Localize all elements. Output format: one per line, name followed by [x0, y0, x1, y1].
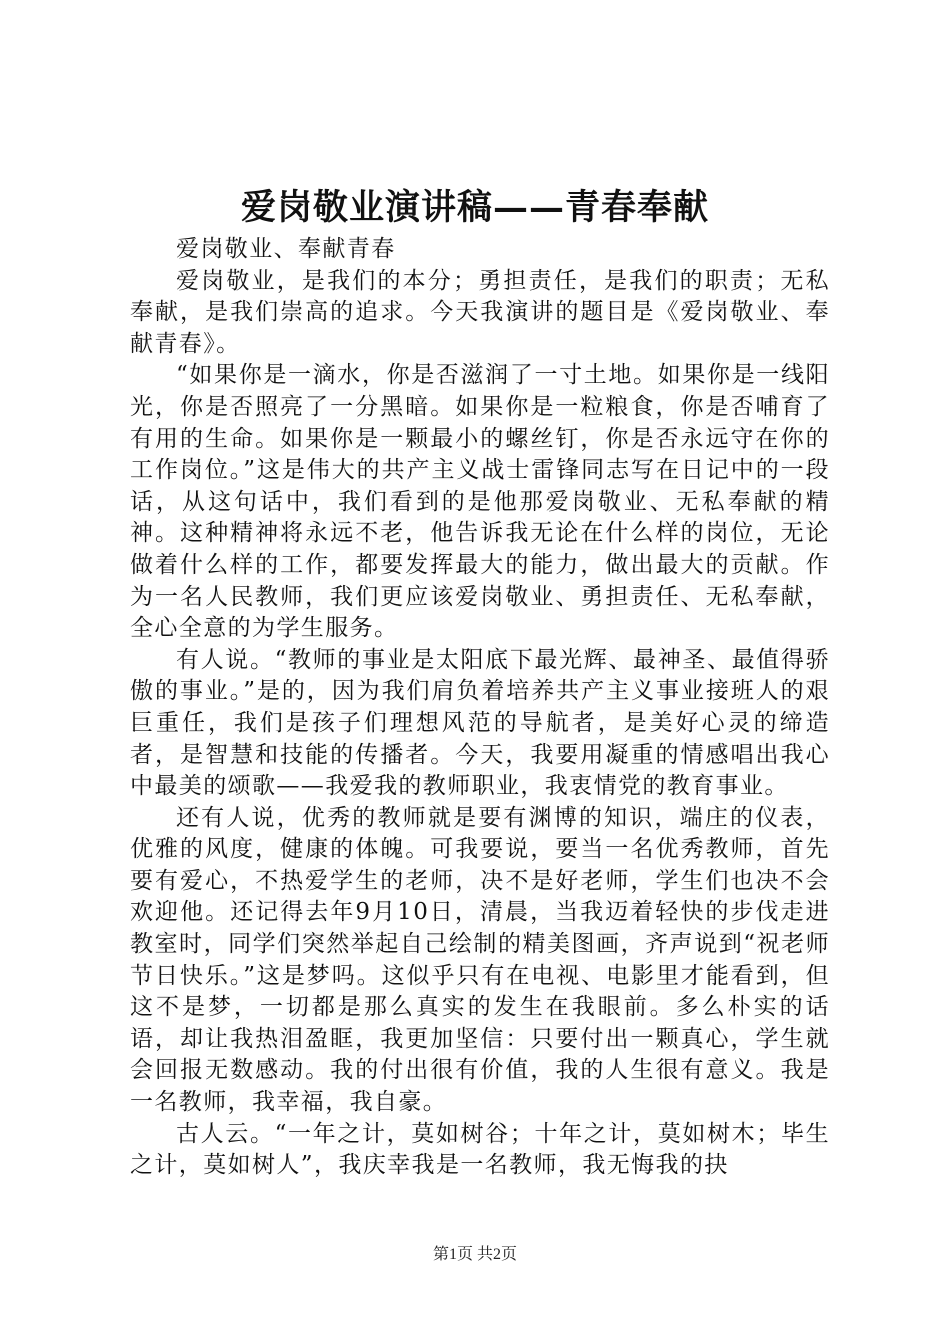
paragraph-intro: 爱岗敬业，是我们的本分；勇担责任，是我们的职责；无私奉献，是我们崇高的追求。今天我演讲的题目是《爱岗敬业、奉献青春》。 [130, 267, 830, 357]
paragraph-ancient-saying: 古人云。“一年之计，莫如树谷；十年之计，莫如树木；毕生之计，莫如树人”，我庆幸我是一名教师，我无悔我的抉 [130, 1120, 830, 1179]
paragraph-teacher-career: 有人说。“教师的事业是太阳底下最光辉、最神圣、最值得骄傲的事业。”是的，因为我们肩负着培养共产主义事业接班人的艰巨重任，我们是孩子们理想风范的导航者，是美好心灵的缔造者，是智慧和技能的传播者。今天，我要用凝重的情感唱出我心中最美的颂歌——我爱我的教师职业，我衷情党的教育事业。 [130, 646, 830, 800]
document-title: 爱岗敬业演讲稿——青春奉献 [240, 187, 709, 228]
paragraph-good-teacher: 还有人说，优秀的教师就是要有渊博的知识，端庄的仪表，优雅的风度，健康的体魄。可我要说，要当一名优秀教师，首先要有爱心，不热爱学生的老师，决不是好老师，学生们也决不会欢迎他。还记得去年9月10日，清晨，当我迈着轻快的步伐走进教室时，同学们突然举起自己绘制的精美图画，齐声说到“祝老师节日快乐。”这是梦吗。这似乎只有在电视、电影里才能看到，但这不是梦，一切都是那么真实的发生在我眼前。多么朴实的话语，却让我热泪盈眶，我更加坚信：只要付出一颗真心，学生就会回报无数感动。我的付出很有价值，我的人生很有意义。我是一名教师，我幸福，我自豪。 [130, 804, 830, 1116]
paragraph-subtitle: 爱岗敬业、奉献青春 [176, 236, 396, 262]
page-number-footer: 第1页 共2页 [432, 1246, 517, 1263]
document-body [130, 234, 830, 1182]
paragraph-leifeng-quote: “如果你是一滴水，你是否滋润了一寸土地。如果你是一线阳光，你是否照亮了一分黑暗。如果你是一粒粮食，你是否哺育了有用的生命。如果你是一颗最小的螺丝钉，你是否永远守在你的工作岗位。”这是伟大的共产主义战士雷锋同志写在日记中的一段话，从这句话中，我们看到的是他那爱岗敬业、无私奉献的精神。这种精神将永远不老，他告诉我无论在什么样的岗位，无论做着什么样的工作，都要发挥最大的能力，做出最大的贡献。作为一名人民教师，我们更应该爱岗敬业、勇担责任、无私奉献，全心全意的为学生服务。 [130, 362, 830, 642]
